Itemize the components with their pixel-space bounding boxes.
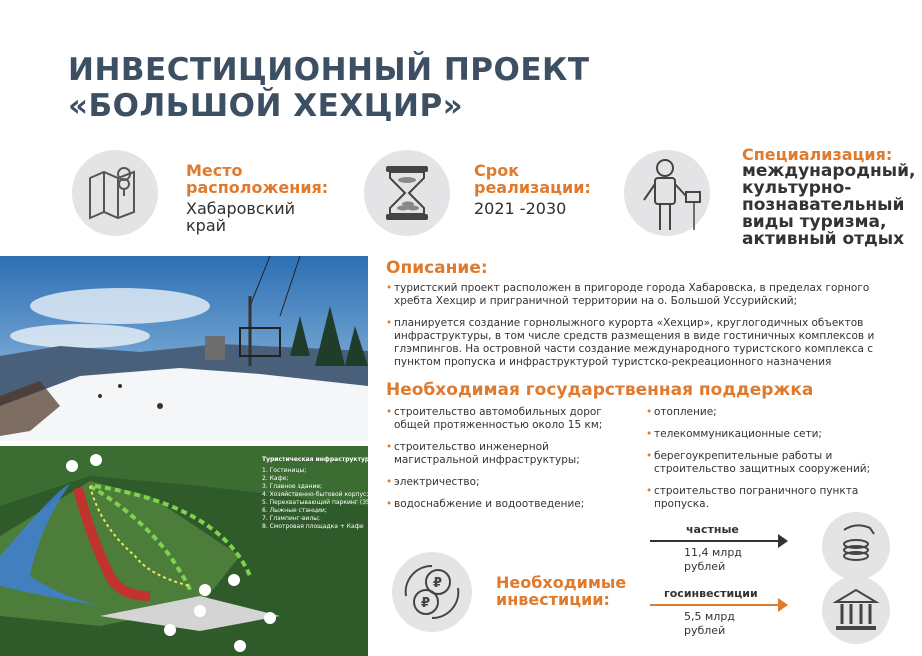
description-item-1: • туристский проект расположен в пригороде города Хабаровска, в пределах горного хребта Хехцир и приграничной территории на о. Большой Уссурийский; xyxy=(386,282,886,308)
specialization-line-1: международный, xyxy=(742,161,916,181)
support-left-list xyxy=(386,406,604,520)
support-left-item-4: • водоснабжение и водоотведение; xyxy=(386,498,604,511)
gov-arrow xyxy=(650,604,785,606)
gov-label: госинвестиции xyxy=(664,587,758,600)
page-title-line2: «БОЛЬШОЙ ХЕХЦИР» xyxy=(68,88,464,124)
location-value-line2: край xyxy=(186,216,227,235)
map-legend-item-6: 6. Лыжные станции; xyxy=(262,507,327,514)
description-heading: Описание: xyxy=(386,258,488,278)
hourglass-icon xyxy=(364,150,450,236)
map-legend-item-4: 4. Хозяйственно-бытовой корпус; xyxy=(262,491,369,498)
ski-resort-photo xyxy=(0,256,368,441)
term-heading-line1: Срок xyxy=(474,161,520,180)
location-heading-line1: Место xyxy=(186,161,243,180)
bank-icon xyxy=(822,576,890,644)
gov-value-line1: 5,5 млрд xyxy=(684,610,735,623)
page-title-line1: ИНВЕСТИЦИОННЫЙ ПРОЕКТ xyxy=(68,52,590,88)
map-legend-item-1: 1. Гостиницы; xyxy=(262,467,307,474)
term-heading-line2: реализации: xyxy=(474,178,591,197)
map-icon xyxy=(72,150,158,236)
hand-coins-icon xyxy=(822,512,890,580)
page-title xyxy=(68,52,590,124)
location-value-line1: Хабаровский xyxy=(186,199,296,218)
map-legend-item-3: 3. Главное здание; xyxy=(262,483,323,490)
support-right-item-4: • строительство пограничного пункта пропуска. xyxy=(646,485,896,511)
description-list xyxy=(386,282,886,378)
gov-value xyxy=(684,610,735,638)
support-right-item-1: • отопление; xyxy=(646,406,896,419)
specialization-line-3: познавательный xyxy=(742,195,905,215)
private-arrow-head xyxy=(778,534,788,548)
support-right-item-2: • телекоммуникационные сети; xyxy=(646,428,896,441)
svg-text:₽: ₽ xyxy=(433,576,443,591)
support-left-item-3: • электричество; xyxy=(386,476,604,489)
specialization-line-5: активный отдых xyxy=(742,229,905,249)
term-value: 2021 -2030 xyxy=(474,199,567,218)
investments-heading xyxy=(496,574,626,608)
svg-text:₽: ₽ xyxy=(421,596,431,611)
gov-value-line2: рублей xyxy=(684,624,726,637)
support-right-list xyxy=(646,406,896,520)
specialization-line-2: культурно- xyxy=(742,178,852,198)
location-heading-line2: расположения: xyxy=(186,178,329,197)
private-label: частные xyxy=(686,523,739,536)
map-legend-item-2: 2. Кафе; xyxy=(262,475,289,482)
private-value-line2: рублей xyxy=(684,560,726,573)
private-value xyxy=(684,546,742,574)
map-legend-item-5: 5. Перехватывающий паркинг (350 мест); xyxy=(262,499,395,506)
specialization-line-4: виды туризма, xyxy=(742,212,887,232)
private-value-line1: 11,4 млрд xyxy=(684,546,742,559)
support-heading: Необходимая государственная поддержка xyxy=(386,380,814,400)
specialization-block xyxy=(742,146,915,248)
map-legend-item-7: 7. Глэмпинг-вилы; xyxy=(262,515,321,522)
description-item-2: • планируется создание горнолыжного курорта «Хехцир», круглогодичных объектов инфраструктуры, в том числе средств размещения в виде гостиничных комплексов и глэмпингов. На островной части создание международного туристского комплекса с пунктом пропуска и инфраструктурой туристско-рекреационного назначения xyxy=(386,317,886,369)
investments-heading-line2: инвестиции: xyxy=(496,590,610,609)
support-right-item-3: • берегоукрепительные работы и строительство защитных сооружений; xyxy=(646,450,896,476)
gov-arrow-head xyxy=(778,598,788,612)
location-block xyxy=(186,162,328,234)
support-left-item-2: • строительство инженерной магистральной инфраструктуры; xyxy=(386,441,604,467)
support-left-item-1: • строительство автомобильных дорог общей протяженностью около 15 км; xyxy=(386,406,604,432)
tourist-icon xyxy=(624,150,710,236)
term-block xyxy=(474,162,591,217)
map-legend-title: Туристическая инфраструктура xyxy=(262,456,374,463)
investments-heading-line1: Необходимые xyxy=(496,573,627,592)
map-legend xyxy=(262,456,395,531)
specialization-heading: Специализация: xyxy=(742,145,893,164)
coins-icon xyxy=(392,552,472,632)
map-legend-item-8: 8. Смотровая площадка + Кафе xyxy=(262,523,364,530)
private-arrow xyxy=(650,540,785,542)
